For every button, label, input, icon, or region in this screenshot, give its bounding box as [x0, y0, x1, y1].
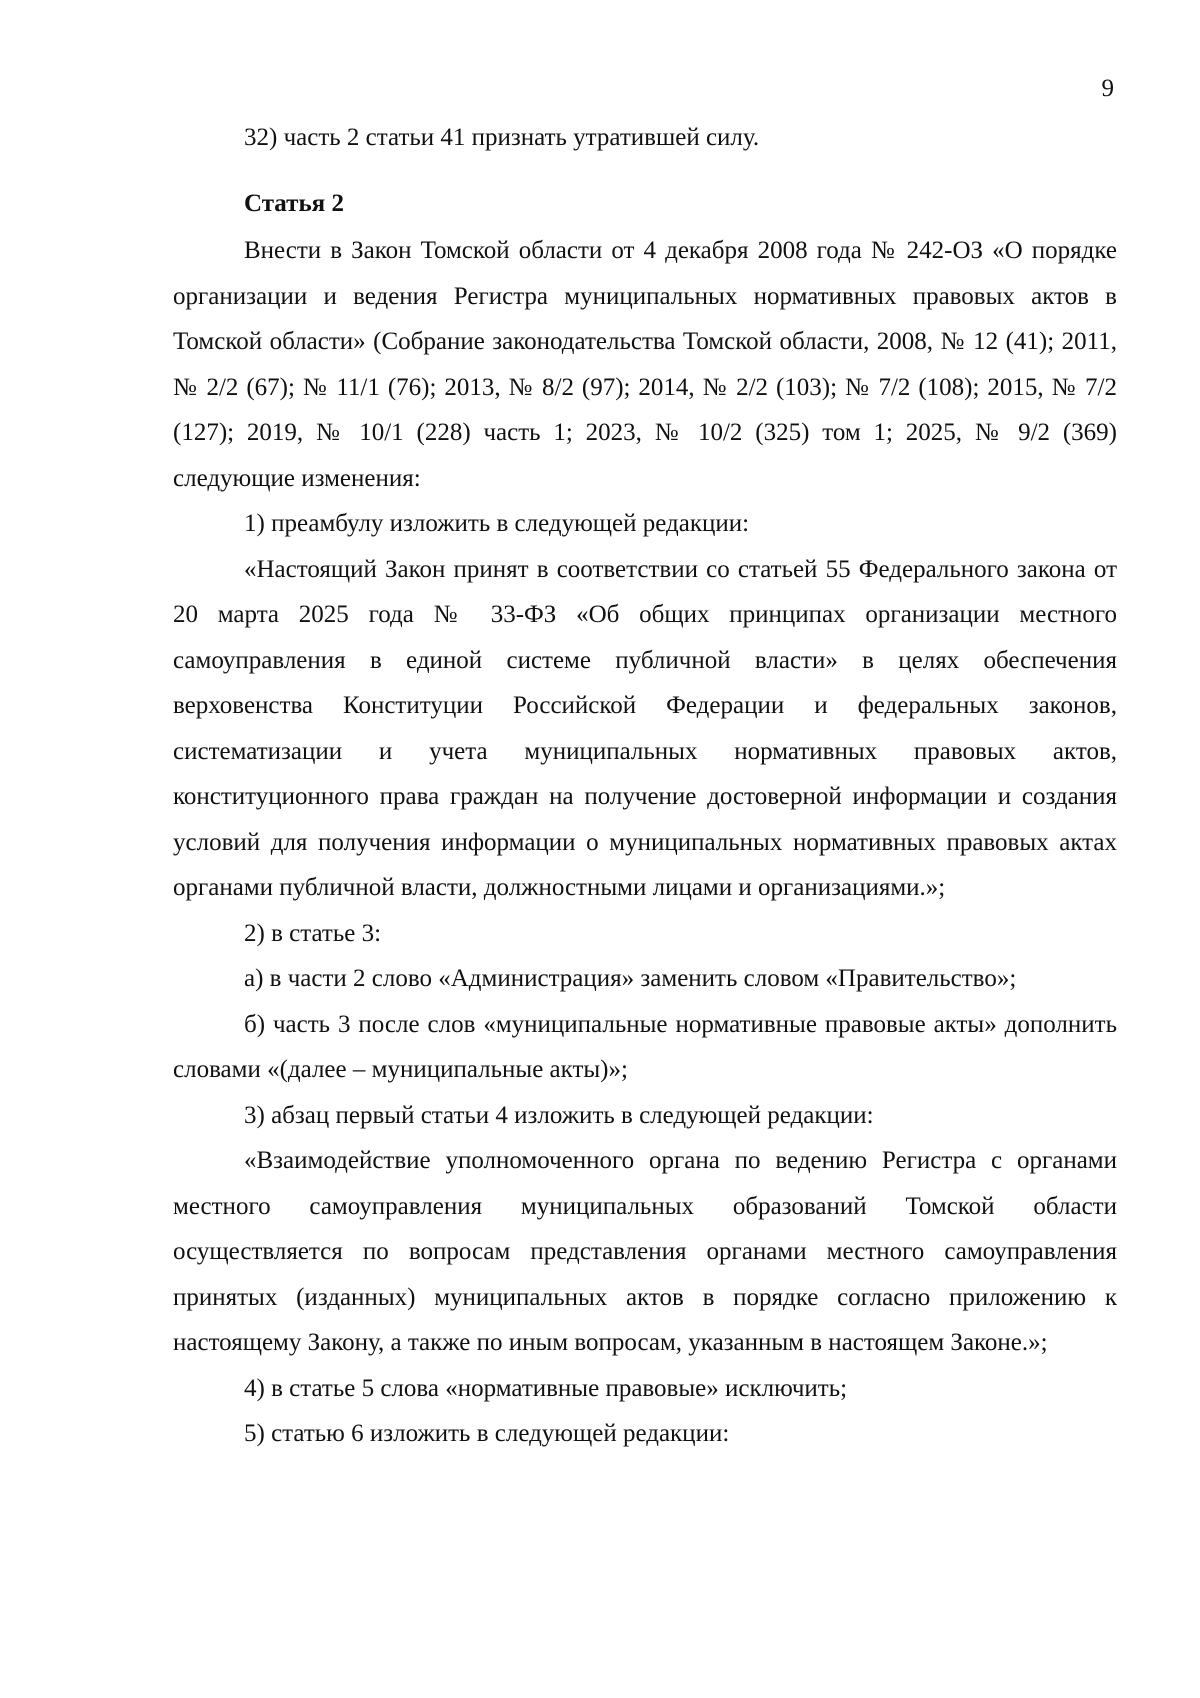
paragraph-item-1: 1) преамбулу изложить в следующей редакции:	[244, 510, 750, 537]
paragraph-item-3: 3) абзац первый статьи 4 изложить в следующей редакции:	[244, 1101, 874, 1129]
paragraph-subitem-a: а) в части 2 слово «Администрация» заменить словом «Правительство»;	[244, 965, 1017, 992]
paragraph-item-4: 4) в статье 5 слова «нормативные правовые» исключить;	[244, 1374, 848, 1402]
paragraph-item-32: 32) часть 2 статьи 41 признать утратившей силу.	[244, 124, 760, 151]
paragraph-interaction-text: «Взаимодействие уполномоченного органа по ведению Регистра с органами местного самоуправления муниципальных образований Томской области осуществляется по вопросам представления органами местного самоуправления принятых (изданных) муниципальных актов в порядке согласно приложению к настоящему Закону, а также по иным вопросам, указанным в настоящем Законе.»;	[173, 1147, 1117, 1356]
paragraph-amendment-intro: Внести в Закон Томской области от 4 декабря 2008 года № 242-ОЗ «О порядке организации и ведения Регистра муниципальных нормативных правовых актов в Томской области» (Собрание законодательства Томской области, 2008, № 12 (41); 2011, № 2/2 (67); № 11/1 (76); 2013, № 8/2 (97); 2014, № 2/2 (103); № 7/2 (108); 2015, № 7/2 (127); 2019, № 10/1 (228) часть 1; 2023, № 10/2 (325) том 1; 2025, № 9/2 (369) следующие изменения:	[173, 237, 1117, 492]
page-number: 9	[1101, 75, 1114, 102]
paragraph-subitem-b: б) часть 3 после слов «муниципальные нормативные правовые акты» дополнить словами «(далее – муниципальные акты)»;	[173, 1010, 1117, 1083]
paragraph-item-2: 2) в статье 3:	[244, 919, 382, 947]
paragraph-item-5: 5) статью 6 изложить в следующей редакции:	[244, 1420, 730, 1447]
article-heading: Статья 2	[244, 189, 344, 217]
document-body	[173, 115, 1117, 1457]
paragraph-preamble-text: «Настоящий Закон принят в соответствии со статьей 55 Федерального закона от 20 марта 2025 года № 33-ФЗ «Об общих принципах организации местного самоуправления в единой системе публичной власти» в целях обеспечения верховенства Конституции Российской Федерации и федеральных законов, систематизации и учета муниципальных нормативных правовых актов, конституционного права граждан на получение достоверной информации и создания условий для получения информации о муниципальных нормативных правовых актах органами публичной власти, должностными лицами и организациями.»;	[173, 555, 1117, 901]
